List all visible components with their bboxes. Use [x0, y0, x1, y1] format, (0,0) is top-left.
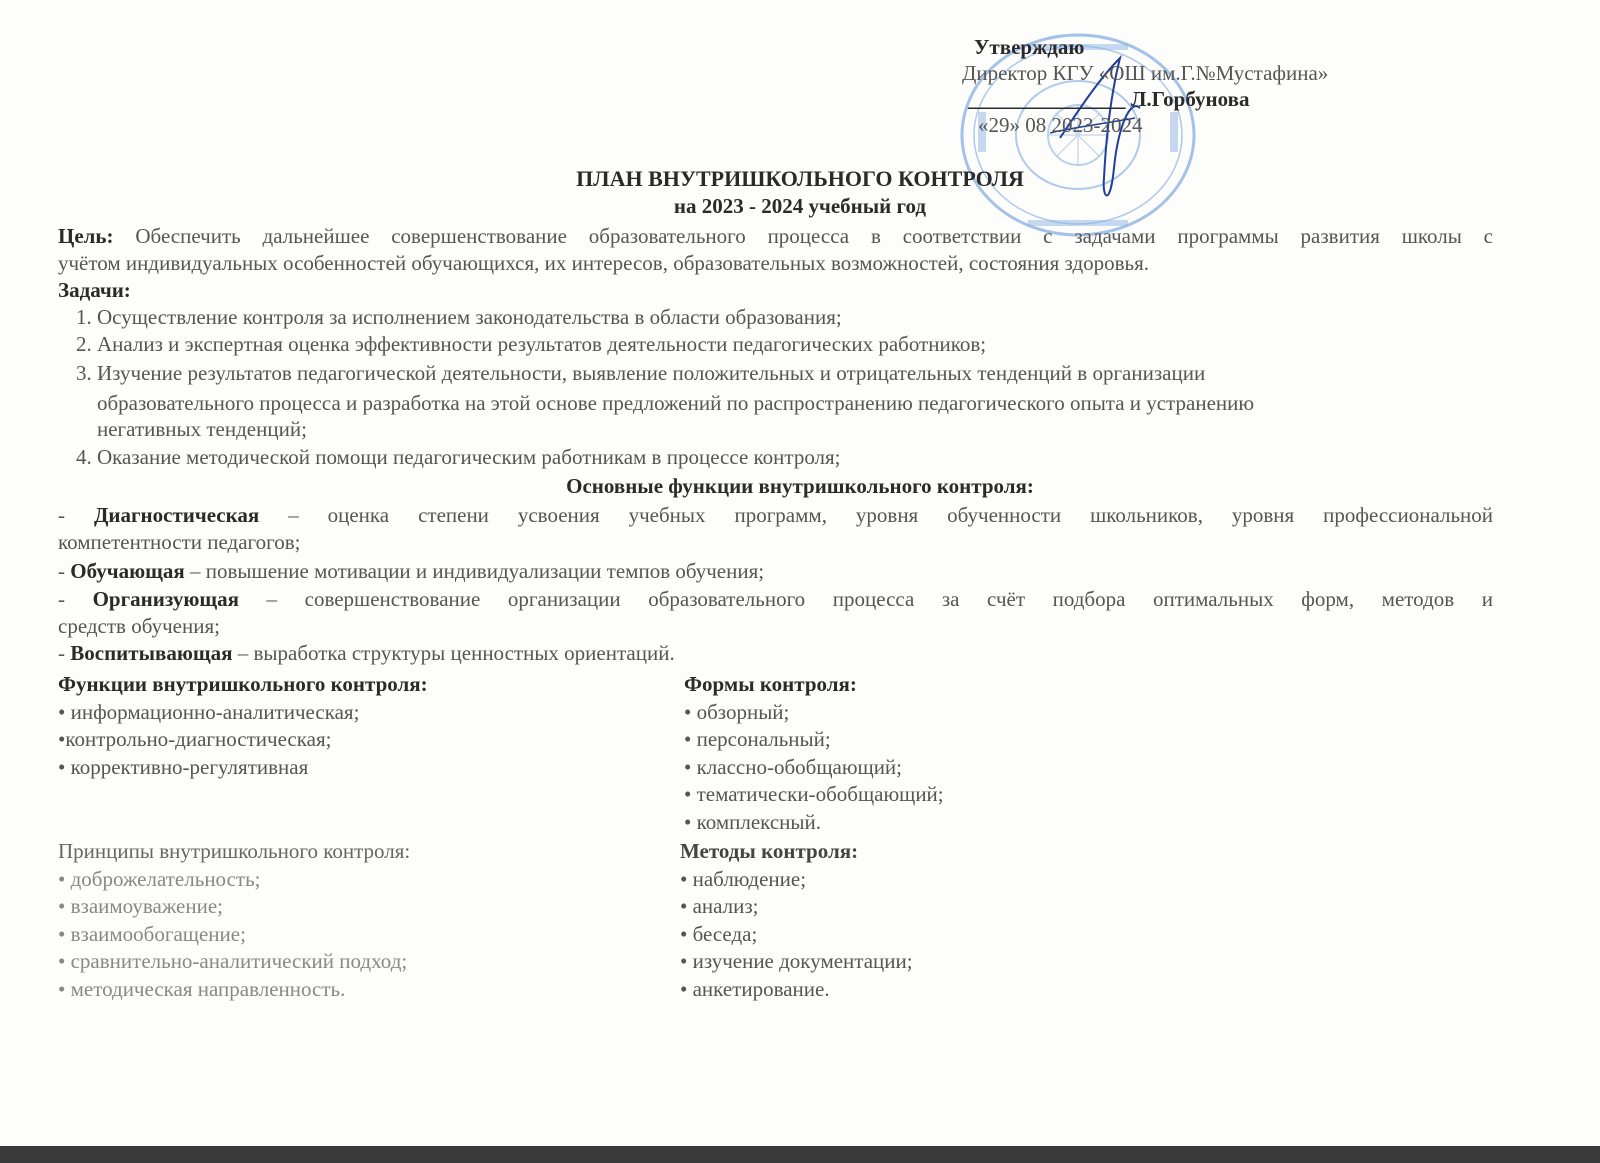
task-item: 3. Изучение результатов педагогической деятельности, выявление положительных и отрицательных тенденций в организации	[76, 361, 1206, 385]
forms-heading: Формы контроля:	[684, 672, 857, 696]
functions-heading: Функции внутришкольного контроля:	[58, 672, 428, 696]
list-item: • обзорный;	[684, 699, 790, 724]
list-item: • доброжелательность;	[58, 866, 261, 891]
task-item-cont: образовательного процесса и разработка на этой основе предложений по распространению педагогического опыта и устранению	[97, 391, 1255, 415]
list-item: • наблюдение;	[680, 866, 807, 891]
list-item: • анкетирование.	[680, 976, 830, 1001]
methods-column	[680, 838, 913, 1003]
task-item: 2. Анализ и экспертная оценка эффективности результатов деятельности педагогических работников;	[76, 332, 987, 356]
list-item: • персональный;	[684, 727, 831, 751]
list-item: • методическая направленность.	[58, 976, 346, 1001]
functions-column	[58, 671, 428, 781]
page-subtitle: на 2023 - 2024 учебный год	[673, 194, 927, 218]
list-item: • беседа;	[680, 921, 758, 946]
function-diagnostic: - Диагностическая – оценка степени усвоения учебных программ, уровня обученности школьников, уровня профессиональной	[58, 503, 1493, 527]
principles-heading: Принципы внутришкольного контроля:	[58, 839, 411, 863]
list-item: • взаимоуважение;	[58, 894, 224, 918]
approval-date: «29» 08 2023-2024	[978, 113, 1143, 137]
tasks-label: Задачи:	[58, 278, 131, 302]
function-organizing: - Организующая – совершенствование организации образовательного процесса за счёт подбора оптимальных форм, методов и	[58, 587, 1493, 611]
list-item: • сравнительно-аналитический подход;	[58, 949, 408, 973]
scan-edge	[0, 1146, 1600, 1163]
approval-line-3: _______________ Л.Горбунова	[968, 87, 1250, 111]
list-item: • тематически-обобщающий;	[684, 782, 944, 806]
principles-column	[58, 838, 410, 1003]
forms-column	[684, 671, 944, 836]
task-item-cont: негативных тенденций;	[97, 417, 307, 441]
task-item: 1. Осуществление контроля за исполнением законодательства в области образования;	[76, 305, 842, 329]
function-diagnostic-cont: компетентности педагогов;	[58, 530, 301, 554]
list-item: • комплексный.	[684, 809, 822, 834]
list-item: • информационно-аналитическая;	[58, 699, 360, 724]
function-educating: - Воспитывающая – выработка структуры ценностных ориентаций.	[58, 641, 675, 665]
main-functions-heading: Основные функции внутришкольного контроля:	[566, 474, 1034, 498]
goal-line-1	[58, 223, 1493, 250]
page-title: ПЛАН ВНУТРИШКОЛЬНОГО КОНТРОЛЯ	[576, 166, 1024, 191]
goal-label: Цель:	[58, 224, 114, 248]
list-item: • изучение документации;	[680, 949, 913, 973]
list-item: •контрольно-диагностическая;	[58, 727, 332, 751]
goal-text-1: Обеспечить дальнейшее совершенствование образовательного процесса в соответствии с задачами программы развития школы с	[135, 224, 1494, 248]
methods-heading: Методы контроля:	[680, 839, 859, 863]
list-item: • анализ;	[680, 894, 759, 918]
function-teaching: - Обучающая – повышение мотивации и индивидуализации темпов обучения;	[58, 559, 765, 583]
list-item: • взаимообогащение;	[58, 921, 246, 946]
goal-line-2: учётом индивидуальных особенностей обучающихся, их интересов, образовательных возможностей, состояния здоровья.	[58, 251, 1150, 275]
approval-line-1: Утверждаю	[974, 35, 1085, 59]
approval-line-2: Директор КГУ «ОШ им.Г.№Мустафина»	[962, 61, 1329, 85]
function-organizing-cont: средств обучения;	[58, 614, 220, 638]
list-item: • коррективно-регулятивная	[58, 754, 309, 779]
task-item: 4. Оказание методической помощи педагогическим работникам в процессе контроля;	[76, 445, 841, 469]
list-item: • классно-обобщающий;	[684, 754, 903, 779]
